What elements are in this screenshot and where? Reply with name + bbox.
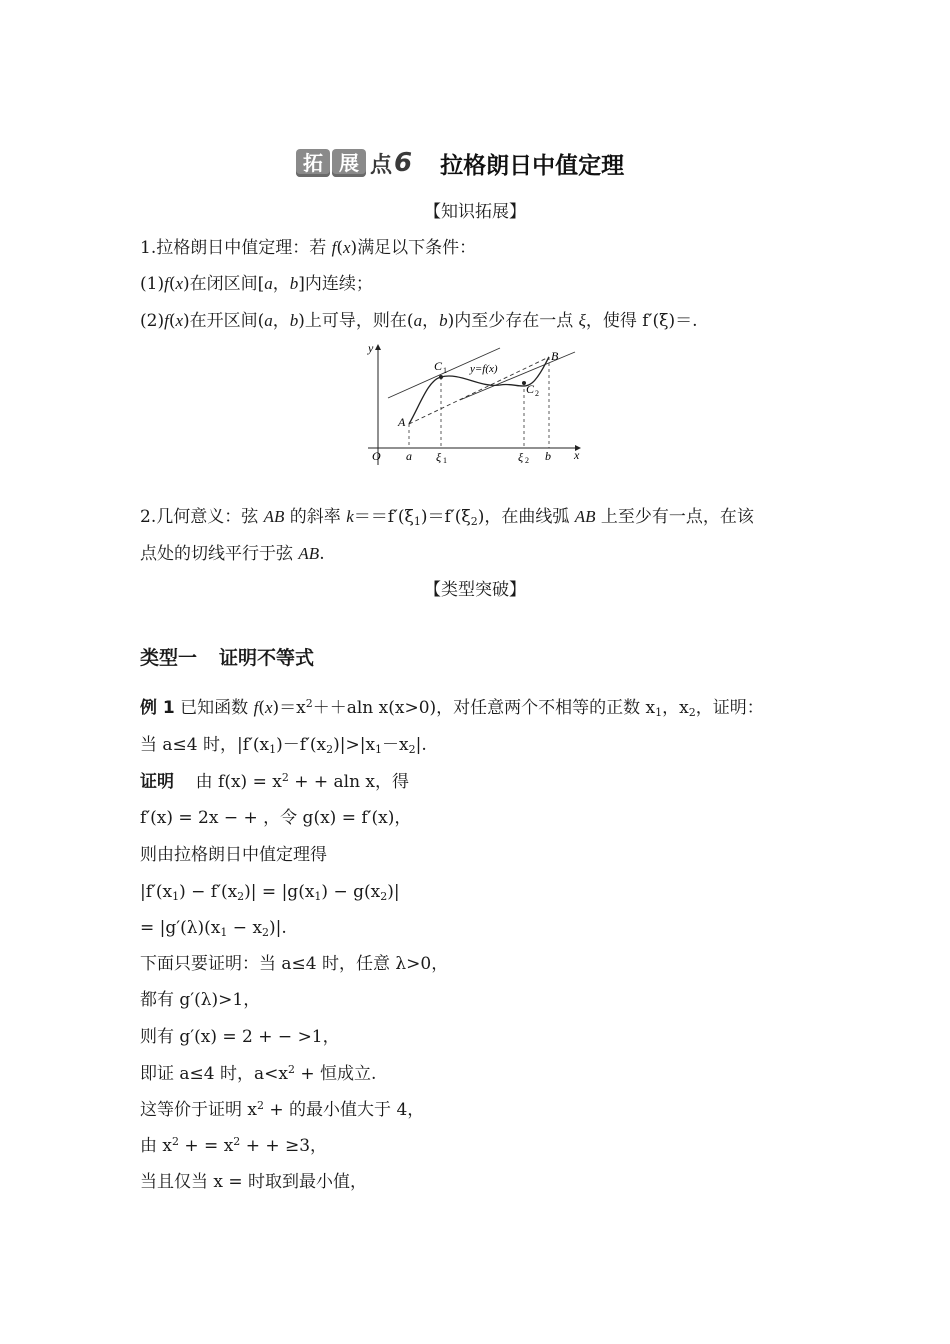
proof-line-4: $|f'(x_1) - f'(x_2)| = |g(x_1) - g(x_2)|$ [140, 882, 400, 903]
proof-line-5: = $|g'(\lambda)(x_1 - x_2)|$. [140, 918, 287, 939]
section-knowledge-heading: 【知识拓展】 [424, 202, 526, 222]
section-header [296, 145, 624, 181]
example-1-line-2: 当 a≤4 时，$|f'(x_1)-f'(x_2)|>|x_1-x_2|$. [140, 735, 427, 756]
proof-line-6: 下面只要证明：当 a≤4 时，任意 λ>0， [140, 954, 449, 974]
tick-xi1-label: ξ [436, 450, 442, 464]
curve-label: y=f(x) [470, 363, 498, 375]
proof-line-8: 则有 g′(x) = 2 + − >1， [140, 1027, 340, 1047]
x-axis-label: x [574, 448, 580, 462]
proof-line-2: f′(x) = 2x − + ，令 g(x) = f′(x)， [140, 808, 412, 828]
tag-char-2: 展 [332, 149, 366, 177]
proof-line-3: 则由拉格朗日中值定理得 [140, 845, 327, 865]
point-b-label: B [551, 349, 559, 363]
tick-xi2-label: ξ [518, 450, 524, 464]
example-1-line-1: 例 1 已知函数 $f(x)=x^2++aln$ x(x>0)，对任意两个不相等的正数 $x_1$，$x_2$，证明： [140, 697, 764, 719]
proof-line-9: 即证 a≤4 时，$a<x^2$ + 恒成立. [140, 1063, 377, 1084]
proof-line-1: 证明 由 $f(x) = x^2$ + + aln x，得 [140, 771, 410, 792]
point-a-label: A [398, 415, 406, 429]
type-1-heading: 类型一 证明不等式 [140, 647, 315, 669]
example-label: 例 1 [140, 698, 175, 718]
proof-line-11: 由 $x^2$ + = $x^2$ + + ≥3， [140, 1135, 328, 1156]
y-axis-label: y [368, 341, 374, 355]
mean-value-figure [360, 340, 590, 470]
tick-a-label: a [406, 449, 412, 463]
point-c1-dot [439, 375, 443, 379]
theorem-line-1: 1.拉格朗日中值定理：若 f(x)满足以下条件： [140, 238, 477, 258]
tag-char-1: 拓 [296, 149, 330, 177]
point-c1-sub: 1 [443, 366, 447, 375]
proof-line-10: 这等价于证明 $x^2$ + 的最小值大于 4， [140, 1099, 425, 1120]
point-c2-label: C [526, 382, 535, 396]
tick-xi1-sub: 1 [443, 456, 447, 465]
section-types-heading: 【类型突破】 [424, 580, 526, 600]
proof-label: 证明 [140, 772, 174, 792]
meaning-line-2: 点处的切线平行于弦 AB. [140, 544, 325, 564]
meaning-line-1: 2.几何意义：弦 AB 的斜率 $k==f'(\xi_1)=f'(\xi_2)$，在曲线弧 AB 上至少有一点，在该 [140, 507, 754, 528]
page-title: 拉格朗日中值定理 [440, 152, 625, 179]
theorem-condition-2: (2)f(x)在开区间(a，b)上可导，则在(a，b)内至少存在一点 ξ，使得 f′(ξ)＝. [140, 311, 698, 331]
tick-xi2-sub: 2 [525, 456, 529, 465]
proof-line-7: 都有 g′(λ)>1， [140, 990, 261, 1010]
tag-char-3: 点 [370, 152, 393, 178]
tick-b-label: b [545, 449, 551, 463]
point-c2-sub: 2 [535, 389, 539, 398]
point-c1-label: C [434, 359, 443, 373]
tag-number: 6 [394, 148, 413, 178]
origin-label: O [372, 449, 381, 463]
proof-line-12: 当且仅当 x = 时取到最小值， [140, 1172, 368, 1192]
theorem-condition-1: (1)f(x)在闭区间[a，b]内连续； [140, 274, 373, 294]
